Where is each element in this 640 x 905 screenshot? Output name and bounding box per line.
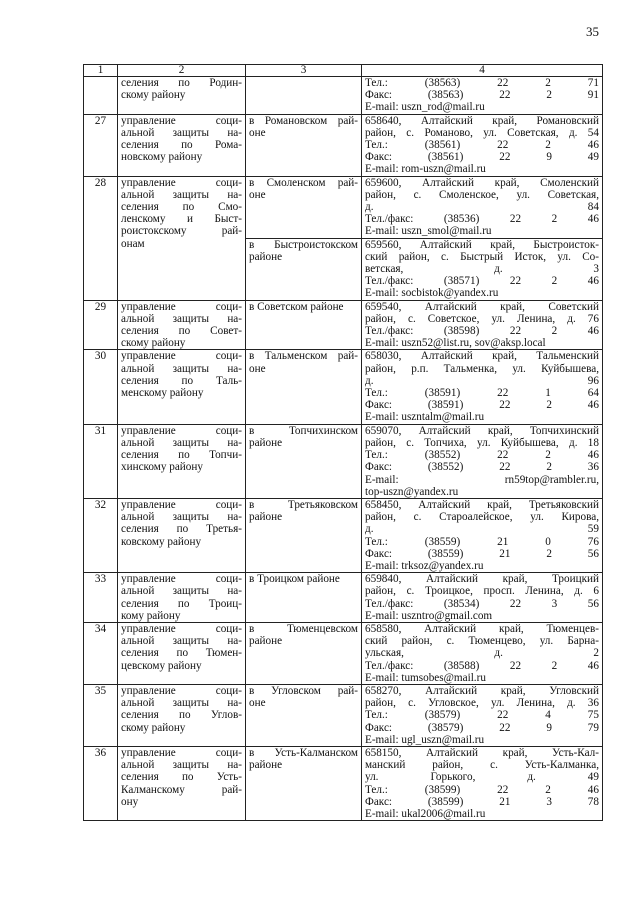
contact-line: E-mail: uszn52@list.ru, sov@aksp.local: [365, 337, 546, 350]
location-line: районе: [249, 511, 283, 524]
location-line: оне: [249, 126, 266, 139]
table-row: [84, 176, 603, 238]
location-cell: [246, 350, 362, 424]
contact-line: Факс: (38579) 22 9 79: [365, 721, 599, 734]
contact-cell: [362, 622, 603, 684]
contact-line: 659540, Алтайский край, Советский: [365, 300, 599, 313]
contact-line: ульская, д. 2: [365, 647, 599, 660]
organization-line: селения по Третья-: [121, 523, 242, 536]
location-line: в Смоленском рай-: [249, 176, 358, 189]
contact-line: E-mail: rn59top@rambler.ru,: [365, 473, 599, 486]
organization-line: новскому району: [121, 151, 203, 164]
table-row: [84, 498, 603, 572]
table-row: [84, 424, 603, 498]
row-number: 31: [84, 424, 118, 498]
contact-line: район, с. Смоленское, ул. Советская,: [365, 188, 599, 201]
contact-line: ский район, с. Быстрый Исток, ул. Со-: [365, 250, 599, 263]
table-row: [84, 77, 603, 115]
contact-line: 658450, Алтайский край, Третьяковский: [365, 498, 599, 511]
location-line: в Романовском рай-: [249, 114, 358, 127]
organization-cell: [118, 176, 246, 300]
organization-line: альной защиты на-: [121, 126, 242, 139]
contact-line: E-mail: ugl_uszn@mail.ru: [365, 733, 485, 746]
organization-line: ковскому району: [121, 535, 202, 548]
location-line: оне: [249, 188, 266, 201]
column-header: 3: [246, 65, 362, 77]
contact-line: Тел./факс: (38536) 22 2 46: [365, 213, 599, 226]
contact-cell: [362, 350, 603, 424]
row-number: 29: [84, 300, 118, 350]
contact-line: E-mail: uszn_rod@mail.ru: [365, 101, 485, 114]
table-row: [84, 350, 603, 424]
contact-line: 659070, Алтайский край, Топчихинский: [365, 424, 599, 437]
location-line: районе: [249, 436, 283, 449]
organization-line: селения по Совет-: [121, 325, 242, 338]
organization-line: селения по Рома-: [121, 139, 242, 152]
contact-line: район, р.п. Тальменка, ул. Куйбышева,: [365, 362, 599, 375]
location-cell: [246, 573, 362, 623]
contact-line: 658640, Алтайский край, Романовский: [365, 114, 599, 127]
organization-line: хинскому району: [121, 461, 203, 474]
organization-cell: [118, 424, 246, 498]
contact-cell: [362, 746, 603, 820]
organization-line: кому району: [121, 609, 181, 622]
contact-line: 658270, Алтайский край, Угловский: [365, 684, 599, 697]
table-header-row: [84, 65, 603, 77]
contact-line: район, с. Романово, ул. Советская, д. 54: [365, 126, 599, 139]
row-number: [84, 77, 118, 115]
contact-line: Тел.: (38563) 22 2 71: [365, 77, 599, 89]
contact-line: Факс: (38552) 22 2 36: [365, 461, 599, 474]
organization-line: управление соци-: [121, 498, 242, 511]
table-row: [84, 622, 603, 684]
location-line: районе: [249, 250, 283, 263]
contact-line: ский район, с. Тюменцево, ул. Барна-: [365, 635, 599, 648]
organization-line: управление соци-: [121, 746, 242, 759]
row-number: 34: [84, 622, 118, 684]
organization-line: цевскому району: [121, 659, 202, 672]
organization-line: альной защиты на-: [121, 188, 242, 201]
organization-cell: [118, 622, 246, 684]
location-line: в Быстроистокском: [249, 238, 358, 251]
contact-line: Факс: (38561) 22 9 49: [365, 151, 599, 164]
location-line: в Советском районе: [249, 300, 344, 313]
column-header: 1: [84, 65, 118, 77]
organization-line: альной защиты на-: [121, 362, 242, 375]
contact-line: Тел.: (38599) 22 2 46: [365, 783, 599, 796]
column-header: 4: [362, 65, 603, 77]
contact-line: 658030, Алтайский край, Тальменский: [365, 350, 599, 363]
organization-line: альной защиты на-: [121, 697, 242, 710]
organization-line: ленскому и Быст-: [121, 213, 242, 226]
organization-cell: [118, 350, 246, 424]
table-row: [84, 114, 603, 176]
location-cell: [246, 238, 362, 300]
contact-cell: [362, 300, 603, 350]
row-number: 27: [84, 114, 118, 176]
contact-line: ветская, д. 3: [365, 263, 599, 276]
contact-line: 659600, Алтайский край, Смоленский: [365, 176, 599, 189]
contact-line: Факс: (38599) 21 3 78: [365, 795, 599, 808]
location-line: в Третьяковском: [249, 498, 358, 511]
contact-line: E-mail: socbistok@yandex.ru: [365, 287, 499, 300]
organization-line: селения по Таль-: [121, 374, 242, 387]
organization-line: Калманскому рай-: [121, 783, 242, 796]
contact-line: Тел.: (38559) 21 0 76: [365, 535, 599, 548]
organization-line: альной защиты на-: [121, 759, 242, 772]
contact-cell: [362, 498, 603, 572]
contact-line: 658580, Алтайский край, Тюменцев-: [365, 622, 599, 635]
contact-cell: [362, 238, 603, 300]
organization-line: селения по Троиц-: [121, 597, 242, 610]
row-number: 32: [84, 498, 118, 572]
table-row: [84, 300, 603, 350]
location-line: районе: [249, 759, 283, 772]
contact-line: E-mail: uszntalm@mail.ru: [365, 411, 485, 424]
location-cell: [246, 424, 362, 498]
table-body: [84, 77, 603, 821]
organization-line: селения по Тюмен-: [121, 647, 242, 660]
organization-line: управление соци-: [121, 300, 242, 313]
contact-cell: [362, 176, 603, 238]
contact-line: район, с. Топчиха, ул. Куйбышева, д. 18: [365, 436, 599, 449]
location-line: оне: [249, 697, 266, 710]
organization-cell: [118, 77, 246, 115]
organization-line: ону: [121, 795, 139, 808]
row-number: 33: [84, 573, 118, 623]
contact-line: д. 84: [365, 201, 599, 214]
location-cell: [246, 622, 362, 684]
location-line: в Топчихинском: [249, 424, 358, 437]
location-cell: [246, 300, 362, 350]
location-line: в Троицком районе: [249, 573, 340, 586]
organization-cell: [118, 114, 246, 176]
table-row: [84, 573, 603, 623]
location-line: оне: [249, 362, 266, 375]
organization-line: альной защиты на-: [121, 312, 242, 325]
organization-line: скому району: [121, 721, 186, 734]
contact-line: Факс: (38559) 21 2 56: [365, 547, 599, 560]
location-line: в Тальменском рай-: [249, 350, 358, 363]
contact-line: Тел.: (38591) 22 1 64: [365, 387, 599, 400]
table-row: [84, 684, 603, 746]
organization-line: альной защиты на-: [121, 511, 242, 524]
contact-line: E-mail: rom-uszn@mail.ru: [365, 163, 486, 176]
contact-line: Тел.: (38552) 22 2 46: [365, 449, 599, 462]
row-number: 28: [84, 176, 118, 300]
contact-line: 659840, Алтайский край, Троицкий: [365, 573, 599, 586]
organization-cell: [118, 498, 246, 572]
contact-cell: [362, 573, 603, 623]
contact-line: район, с. Советское, ул. Ленина, д. 76: [365, 312, 599, 325]
contact-line: манский район, с. Усть-Калманка,: [365, 759, 599, 772]
location-line: районе: [249, 635, 283, 648]
location-cell: [246, 114, 362, 176]
contact-line: район, с. Староалейское, ул. Кирова,: [365, 511, 599, 524]
organization-line: альной защиты на-: [121, 585, 242, 598]
organization-line: менскому району: [121, 387, 204, 400]
location-cell: [246, 498, 362, 572]
location-cell: [246, 746, 362, 820]
contact-line: Тел./факс: (38598) 22 2 46: [365, 325, 599, 338]
organization-line: управление соци-: [121, 176, 242, 189]
contact-line: E-mail: tumsobes@mail.ru: [365, 671, 486, 684]
organization-cell: [118, 573, 246, 623]
contact-cell: [362, 77, 603, 115]
contact-line: Тел./факс: (38588) 22 2 46: [365, 659, 599, 672]
organization-line: селения по Топчи-: [121, 449, 242, 462]
location-cell: [246, 684, 362, 746]
organization-line: управление соци-: [121, 622, 242, 635]
organization-line: управление соци-: [121, 350, 242, 363]
organization-line: селения по Углов-: [121, 709, 242, 722]
organization-line: роистокскому рай-: [121, 225, 242, 238]
contact-line: 659560, Алтайский край, Быстроисток-: [365, 238, 599, 251]
location-line: в Тюменцевском: [249, 622, 358, 635]
row-number: 30: [84, 350, 118, 424]
organization-line: онам: [121, 237, 145, 250]
organization-line: скому району: [121, 89, 186, 102]
contact-cell: [362, 424, 603, 498]
organization-cell: [118, 746, 246, 820]
contact-line: E-mail: ukal2006@mail.ru: [365, 807, 486, 820]
contact-line: Тел./факс: (38571) 22 2 46: [365, 275, 599, 288]
location-line: в Угловском рай-: [249, 684, 358, 697]
contact-line: E-mail: trksoz@yandex.ru: [365, 559, 484, 572]
organization-line: альной защиты на-: [121, 635, 242, 648]
contact-line: E-mail: uszn_smol@mail.ru: [365, 225, 492, 238]
row-number: 35: [84, 684, 118, 746]
contact-line: top-uszn@yandex.ru: [365, 485, 459, 498]
page-number: 35: [586, 24, 599, 39]
organization-line: селения по Усть-: [121, 771, 242, 784]
contact-line: район, с. Угловское, ул. Ленина, д. 36: [365, 697, 599, 710]
contact-line: Факс: (38591) 22 2 46: [365, 399, 599, 412]
organization-line: управление соци-: [121, 424, 242, 437]
organization-line: управление соци-: [121, 114, 242, 127]
column-header: 2: [118, 65, 246, 77]
organization-cell: [118, 684, 246, 746]
contact-cell: [362, 684, 603, 746]
address-table: [83, 64, 603, 821]
contact-line: д. 59: [365, 523, 599, 536]
contact-cell: [362, 114, 603, 176]
row-number: 36: [84, 746, 118, 820]
organization-line: скому району: [121, 337, 186, 350]
organization-line: альной защиты на-: [121, 436, 242, 449]
organization-line: селения по Смо-: [121, 201, 242, 214]
organization-line: селения по Родин-: [121, 77, 242, 89]
location-line: в Усть-Калманском: [249, 746, 358, 759]
location-cell: [246, 77, 362, 115]
location-cell: [246, 176, 362, 238]
organization-line: управление соци-: [121, 684, 242, 697]
organization-line: управление соци-: [121, 573, 242, 586]
contact-line: район, с. Троицкое, просп. Ленина, д. 6: [365, 585, 599, 598]
contact-line: Тел./факс: (38534) 22 3 56: [365, 597, 599, 610]
contact-line: Тел.: (38561) 22 2 46: [365, 139, 599, 152]
contact-line: Тел.: (38579) 22 4 75: [365, 709, 599, 722]
contact-line: 658150, Алтайский край, Усть-Кал-: [365, 746, 599, 759]
contact-line: ул. Горького, д. 49: [365, 771, 599, 784]
organization-cell: [118, 300, 246, 350]
contact-line: E-mail: uszntro@gmail.com: [365, 609, 493, 622]
contact-line: Факс: (38563) 22 2 91: [365, 89, 599, 102]
table-row: [84, 746, 603, 820]
contact-line: д. 96: [365, 374, 599, 387]
